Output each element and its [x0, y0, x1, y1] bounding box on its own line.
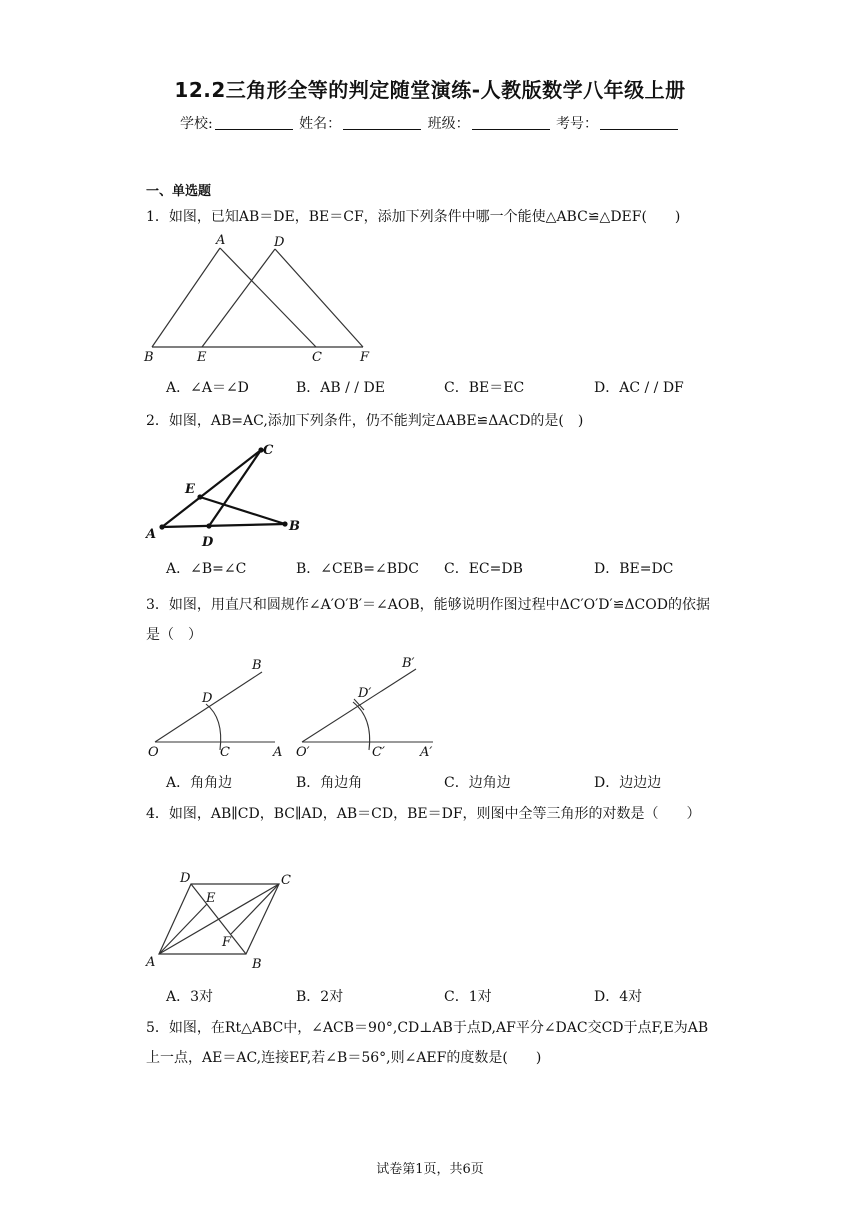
- q2-label-b: B: [289, 519, 300, 534]
- q4-label-e: E: [206, 891, 216, 906]
- q2-label-e: E: [185, 482, 195, 497]
- q2-option-b[interactable]: B．∠CEB=∠BDC: [296, 561, 419, 577]
- q3-option-c[interactable]: C．边角边: [444, 775, 511, 791]
- q3-arc: [206, 704, 221, 750]
- q3-label-o: O: [148, 745, 159, 760]
- q1-option-b[interactable]: B．AB / / DE: [296, 380, 385, 396]
- question-2-options: [166, 558, 726, 578]
- q2-label-c: C: [263, 443, 274, 458]
- q1-segment-ed: [202, 249, 275, 347]
- q2-option-d[interactable]: D．BE=DC: [594, 561, 674, 577]
- section-heading: 一、单选题: [146, 184, 212, 199]
- q1-label-e: E: [197, 350, 207, 364]
- q4-label-c: C: [281, 873, 291, 888]
- q1-label-d: D: [274, 235, 285, 250]
- name-blank[interactable]: [343, 115, 421, 130]
- q3-label-d-prime: D′: [358, 686, 372, 701]
- q3-label-c-prime: C′: [372, 745, 385, 760]
- q4-option-d[interactable]: D．4对: [594, 989, 643, 1005]
- q2-label-d: D: [202, 535, 214, 550]
- q3-ray-o2b2: [302, 669, 416, 742]
- q1-option-a[interactable]: A．∠A＝∠D: [166, 380, 249, 396]
- question-1-figure: [140, 232, 380, 364]
- name-label: 姓名：: [299, 116, 342, 132]
- q1-label-c: C: [312, 350, 322, 364]
- q1-segment-ba: [152, 248, 220, 347]
- q2-option-a[interactable]: A．∠B=∠C: [166, 561, 247, 577]
- q2-option-c[interactable]: C．EC=DB: [444, 561, 523, 577]
- q2-segment-ab: [162, 524, 285, 527]
- q3-label-o-prime: O′: [296, 745, 310, 760]
- question-2-figure: [140, 440, 315, 552]
- exam-no-blank[interactable]: [600, 115, 678, 130]
- q4-label-f: F: [222, 935, 232, 950]
- student-info-line: [0, 113, 860, 133]
- q1-option-c[interactable]: C．BE＝EC: [444, 380, 525, 396]
- q3-option-a[interactable]: A．角角边: [166, 775, 233, 791]
- q4-option-c[interactable]: C．1对: [444, 989, 492, 1005]
- question-3-figure: [140, 652, 450, 760]
- q3-option-d[interactable]: D．边边边: [594, 775, 662, 791]
- question-3-stem: 3．如图，用直尺和圆规作∠A′O′B′＝∠AOB，能够说明作图过程中ΔC′O′D′≌ΔCOD的依据是（ ）: [146, 597, 710, 643]
- q1-segment-ac: [220, 248, 316, 347]
- class-blank[interactable]: [472, 115, 550, 130]
- q3-label-b: B: [252, 658, 262, 673]
- school-label: 学校:: [179, 116, 213, 132]
- question-4-stem: 4．如图，AB∥CD，BC∥AD，AB＝CD，BE＝DF，则图中全等三角形的对数是（ ）: [146, 806, 701, 822]
- exam-no-label: 考号：: [556, 116, 599, 132]
- q2-segment-ac: [162, 450, 261, 527]
- question-4-figure: [140, 866, 300, 974]
- q3-label-a: A: [273, 745, 283, 760]
- q1-label-b: B: [144, 350, 154, 364]
- question-5-stem: 5．如图，在Rt△ABC中，∠ACB＝90°,CD⊥AB于点D,AF平分∠DAC交CD于点F,E为AB上一点，AE＝AC,连接EF,若∠B＝56°,则∠AEF的度数是( ): [146, 1020, 709, 1066]
- q2-label-a: A: [146, 527, 157, 542]
- q1-label-a: A: [216, 233, 226, 248]
- page-title: 12.2三角形全等的判定随堂演练-人教版数学八年级上册: [174, 78, 686, 102]
- question-1-options: [166, 377, 726, 397]
- q3-label-d: D: [202, 691, 213, 706]
- q3-label-a-prime: A′: [420, 745, 433, 760]
- page-footer: 试卷第1页，共6页: [376, 1162, 484, 1177]
- class-label: 班级：: [427, 116, 470, 132]
- q4-label-d: D: [180, 871, 191, 886]
- q4-diagonal-db: [191, 884, 246, 954]
- q3-label-b-prime: B′: [402, 656, 415, 671]
- question-4-options: [166, 986, 726, 1006]
- q4-label-b: B: [252, 957, 262, 972]
- q4-label-a: A: [146, 955, 156, 970]
- q3-ray-ob: [155, 672, 262, 742]
- q3-label-c: C: [220, 745, 230, 760]
- question-1-stem: 1．如图，已知AB＝DE，BE＝CF，添加下列条件中哪一个能使△ABC≌△DEF( ): [146, 209, 681, 225]
- q1-option-d[interactable]: D．AC / / DF: [594, 380, 684, 396]
- q4-option-b[interactable]: B．2对: [296, 989, 344, 1005]
- q4-segment-fc: [231, 884, 279, 934]
- q3-arc-prime: [353, 702, 370, 750]
- question-2-stem: 2．如图，AB=AC,添加下列条件，仍不能判定ΔABE≌ΔACD的是( ): [146, 413, 584, 429]
- q3-option-b[interactable]: B．角边角: [296, 775, 363, 791]
- q1-segment-df: [275, 249, 363, 347]
- q1-label-f: F: [360, 350, 370, 364]
- school-blank[interactable]: [215, 115, 293, 130]
- question-3-options: [166, 772, 726, 792]
- q4-option-a[interactable]: A．3对: [166, 989, 214, 1005]
- q4-segment-ae: [159, 904, 207, 954]
